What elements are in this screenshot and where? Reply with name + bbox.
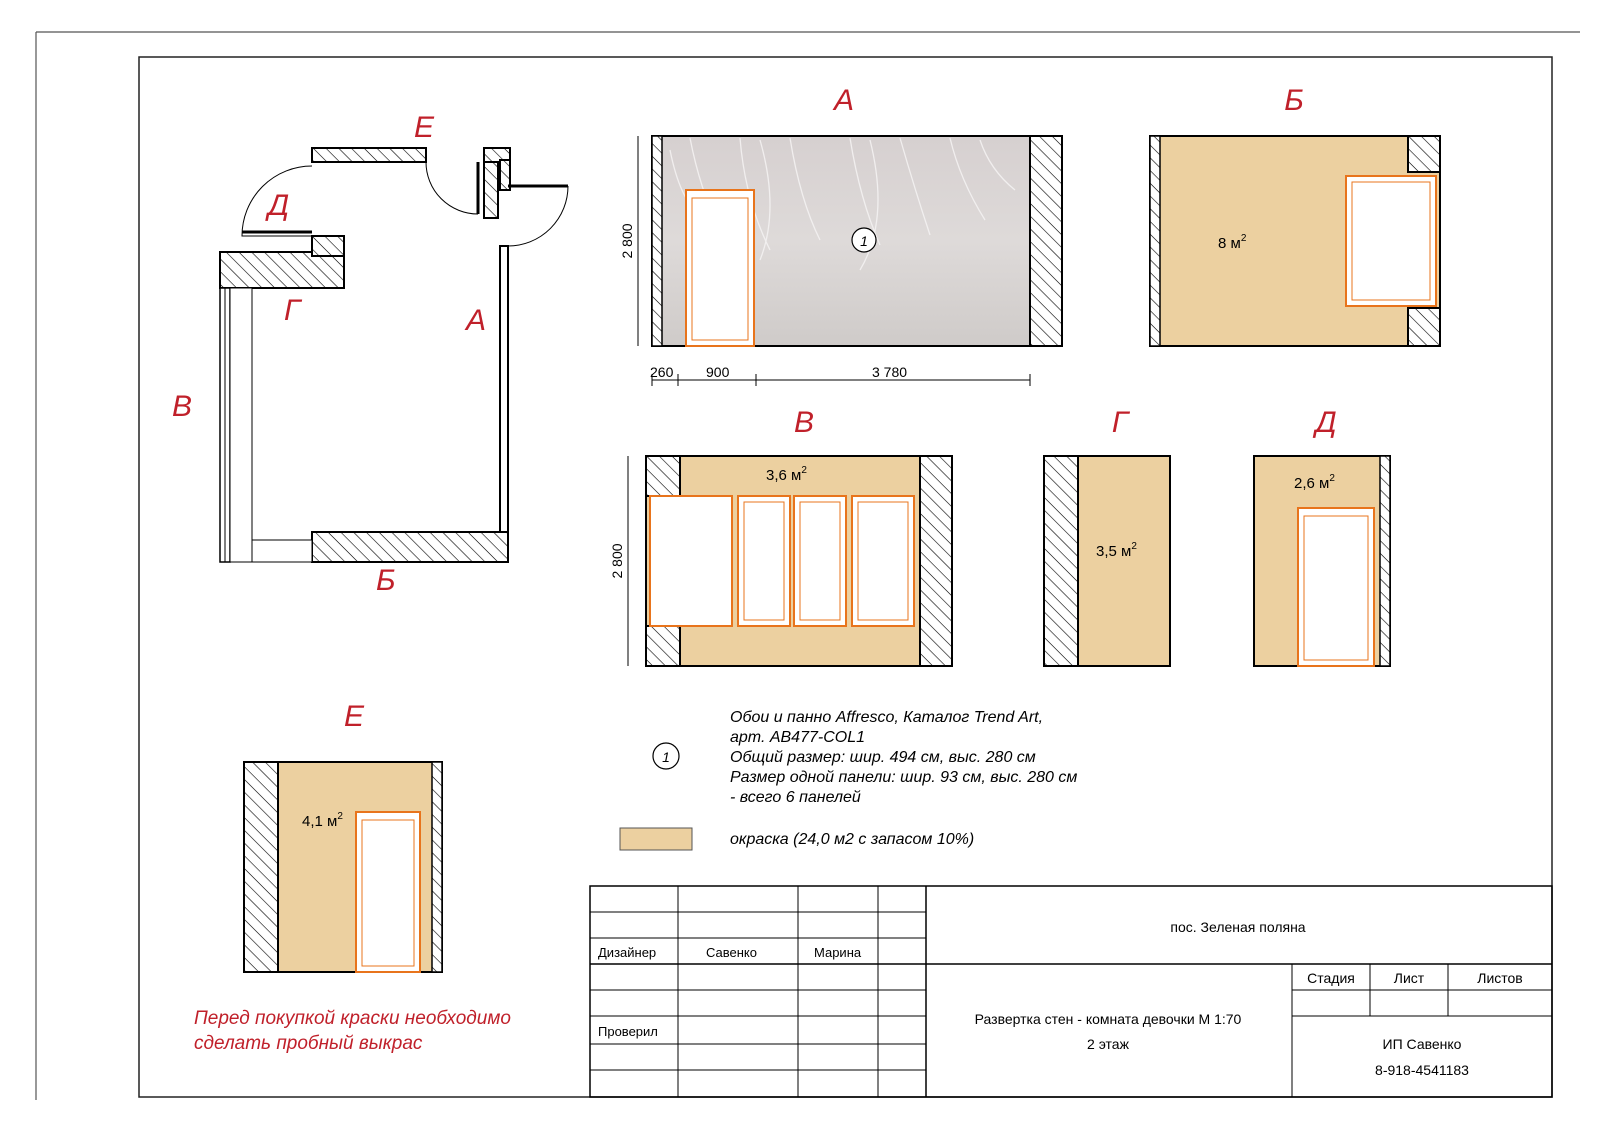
dim-260: 260 <box>650 364 674 380</box>
elev-a-right-wall <box>1030 136 1062 346</box>
plan-wall-b <box>312 532 508 562</box>
legend-line-4: Размер одной панели: шир. 93 см, выс. 280 см <box>730 769 1078 786</box>
elevation-v <box>609 406 952 666</box>
tb-sheet-label: Лист <box>1393 970 1425 986</box>
elev-a-left-wall <box>652 136 662 346</box>
dim-3780: 3 780 <box>872 364 908 380</box>
elev-v-area: 3,6 $м^2$ <box>766 465 807 484</box>
plan-label-v: В <box>172 390 193 423</box>
legend-paint-swatch <box>620 828 692 850</box>
plan-label-g: Г <box>284 294 301 327</box>
elev-g-area: 3,5 $м^2$ <box>1096 541 1137 560</box>
elev-a-height: 2 800 <box>619 223 635 259</box>
tb-designer-surname: Савенко <box>706 945 757 960</box>
tb-designer-name: Марина <box>814 945 862 960</box>
tb-company: ИП Савенко <box>1382 1036 1462 1052</box>
tb-floor: 2 этаж <box>1087 1036 1129 1052</box>
elev-e-title: Е <box>343 700 365 733</box>
warning-line-2: сделать пробный выкрас <box>194 1033 423 1054</box>
plan-wall-g <box>220 252 344 288</box>
elevation-b <box>1150 84 1440 346</box>
warning-line-1: Перед покупкой краски необходимо <box>194 1008 511 1029</box>
tb-sheets-label: Листов <box>1477 970 1523 986</box>
plan-wall-d-stub <box>312 236 344 256</box>
plan-door-swing-e <box>426 162 478 214</box>
elev-v-height: 2 800 <box>609 543 625 579</box>
tb-stage-label: Стадия <box>1307 970 1355 986</box>
tb-designer-label: Дизайнер <box>598 945 657 960</box>
plan-label-b: Б <box>376 564 396 597</box>
elevation-e <box>244 700 442 972</box>
elevation-g <box>1044 406 1170 666</box>
plan-window-sill <box>230 288 252 562</box>
elev-a-door-panel <box>692 198 748 340</box>
legend-line-5: - всего 6 панелей <box>730 789 861 806</box>
plan-label-e: Е <box>414 111 435 144</box>
plan-window-bottom <box>252 540 312 562</box>
elevation-d <box>1254 406 1390 666</box>
legend-line-2: арт. AB477-COL1 <box>730 729 865 746</box>
plan-wall-e <box>312 148 426 162</box>
legend-paint-text: окраска (24,0 м2 с запасом 10%) <box>730 831 975 848</box>
elev-d-title: Д <box>1315 406 1337 439</box>
legend-line-1: Обои и панно Affresco, Каталог Trend Art, <box>730 709 1044 726</box>
dim-900: 900 <box>706 364 730 380</box>
plan-door-swing-a <box>508 186 568 246</box>
plan-label-a: А <box>466 304 487 337</box>
elev-b-title: Б <box>1284 84 1304 117</box>
elev-e-area: 4,1 $м^2$ <box>302 811 343 830</box>
svg-text:1: 1 <box>662 749 670 765</box>
plan-label-d: Д <box>268 189 290 222</box>
tb-title: Развертка стен - комната девочки М 1:70 <box>974 1011 1242 1027</box>
legend <box>620 709 1077 850</box>
elev-v-title: В <box>793 406 815 439</box>
floor-plan <box>172 111 568 597</box>
tb-checked-label: Проверил <box>598 1024 658 1039</box>
elev-d-area: 2,6 $м^2$ <box>1294 473 1335 492</box>
elev-v-windows <box>650 496 914 626</box>
legend-line-3: Общий размер: шир. 494 см, выс. 280 см <box>730 749 1036 766</box>
elev-b-area: 8 $м^2$ <box>1218 233 1247 252</box>
wallpaper-marker-text: 1 <box>860 233 868 249</box>
elev-a-title: А <box>833 84 855 117</box>
elev-g-title: Г <box>1111 406 1129 439</box>
tb-phone: 8-918-4541183 <box>1375 1062 1469 1078</box>
elevation-a <box>619 84 1062 386</box>
plan-wall-a <box>500 246 508 562</box>
tb-location: пос. Зеленая поляна <box>1170 919 1306 935</box>
